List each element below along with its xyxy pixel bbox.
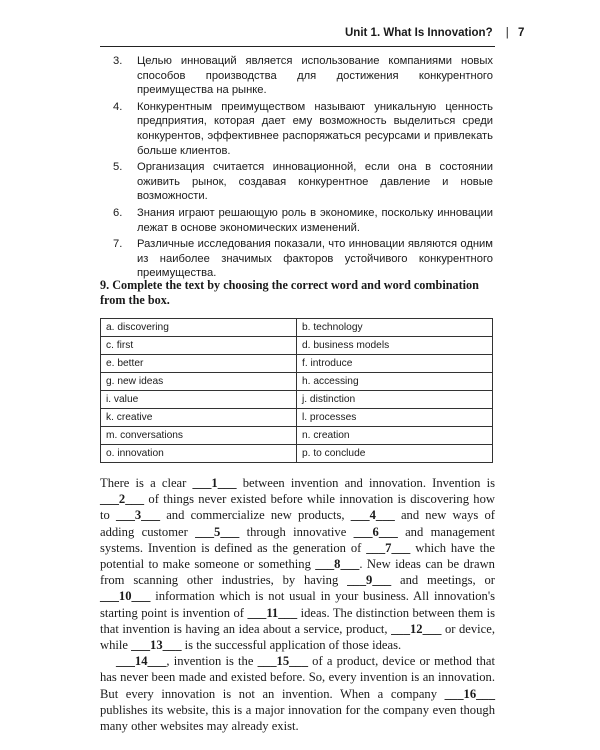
- word-box-cell: b. technology: [297, 319, 493, 337]
- list-item: [103, 160, 493, 204]
- text-segment: or device, while: [100, 621, 495, 653]
- list-item-text: Целью инноваций является использование компаниями новых способов производства для достижения конкурентного преимущества на рынке.: [137, 55, 493, 97]
- list-item: [103, 206, 493, 235]
- header-separator: |: [505, 27, 509, 39]
- numbered-list: [103, 54, 493, 283]
- gap-13: ___13___: [131, 638, 182, 653]
- word-box-cell: o. innovation: [101, 445, 297, 463]
- word-box-cell: m. conversations: [101, 427, 297, 445]
- list-item-number: 5.: [113, 161, 123, 174]
- running-header: [345, 27, 525, 39]
- gap-2: ___2___: [100, 492, 145, 507]
- gap-12: ___12___: [391, 621, 442, 636]
- word-box-row: [101, 427, 493, 445]
- gap-10: ___10___: [100, 589, 151, 604]
- gap-15: ___15___: [257, 654, 308, 669]
- gap-11: ___11___: [247, 605, 298, 620]
- word-box-cell: i. value: [101, 391, 297, 409]
- word-box-cell: a. discovering: [101, 319, 297, 337]
- list-item-text: Различные исследования показали, что инновации являются одним из наиболее значимых факторов устойчивого конкурентного преимущества.: [137, 238, 493, 280]
- header-rule: [100, 46, 495, 47]
- word-box-cell: f. introduce: [297, 355, 493, 373]
- gap-6: ___6___: [353, 524, 398, 539]
- text-segment: information which is not usual in your business. All innovation's starting point is invention of: [100, 589, 495, 620]
- text-segment: between invention and innovation. Invention is: [236, 476, 495, 490]
- word-box-cell: j. distinction: [297, 391, 493, 409]
- text-segment: of a product, device or method that has never been made and existed before. So, every invention is an innovation. But every innovation is not an invention. When a company: [100, 654, 495, 701]
- text-segment: . New ideas can be drawn from scanning other industries, by having: [100, 557, 495, 588]
- word-box: [100, 318, 493, 463]
- list-item-number: 6.: [113, 206, 123, 219]
- text-segment: publishes its website, this is a major innovation for the company even though many other websites may already exist.: [100, 702, 495, 734]
- gap-8: ___8___: [315, 557, 360, 572]
- gap-fill-text: [100, 475, 495, 734]
- text-segment: of things never existed before while innovation is discovering how to: [100, 492, 495, 523]
- text-segment: through innovative: [239, 524, 354, 539]
- gap-4: ___4___: [350, 508, 395, 523]
- gap-7: ___7___: [366, 540, 411, 555]
- list-item-number: 3.: [113, 55, 123, 67]
- list-item-number: 4.: [113, 100, 123, 113]
- word-box-row: [101, 445, 493, 463]
- gap-fill-paragraph-2: [100, 653, 495, 734]
- word-box-cell: g. new ideas: [101, 373, 297, 391]
- text-segment: and commercialize new products,: [160, 508, 351, 523]
- word-box-row: [101, 409, 493, 427]
- word-box-cell: n. creation: [297, 427, 493, 445]
- text-segment: , invention is the: [166, 654, 258, 669]
- word-box-row: [101, 355, 493, 373]
- unit-title: What Is Innovation?: [383, 27, 493, 39]
- text-segment: is the successful application of those ideas.: [181, 638, 402, 653]
- list-item-text: Знания играют решающую роль в экономике, поскольку инновации лежат в основе экономических изменений.: [137, 206, 493, 234]
- list-item-text: Конкурентным преимуществом называют уникальную ценность предприятия, которая дает ему возможность выделиться среди конкурентов, эффективнее распоряжаться ресурсами и привлекать больше клиентов.: [137, 100, 493, 157]
- word-box-cell: d. business models: [297, 337, 493, 355]
- unit-label: Unit 1.: [345, 27, 381, 39]
- word-box-cell: h. accessing: [297, 373, 493, 391]
- word-box-cell: c. first: [101, 337, 297, 355]
- word-box-row: [101, 337, 493, 355]
- gap-5: ___5___: [195, 524, 240, 539]
- text-segment: which have the potential to make someone or something: [100, 540, 495, 572]
- text-segment: and new ways of adding customer: [100, 508, 495, 539]
- gap-3: ___3___: [115, 508, 161, 523]
- list-item: [103, 54, 493, 98]
- word-box-row: [101, 373, 493, 391]
- gap-14: ___14___: [116, 654, 167, 669]
- list-item: [103, 100, 493, 158]
- gap-9: ___9___: [347, 573, 392, 588]
- list-item-number: 7.: [113, 238, 123, 251]
- word-box-cell: k. creative: [101, 409, 297, 427]
- word-box-row: [101, 391, 493, 409]
- word-box-cell: e. better: [101, 355, 297, 373]
- text-segment: There is a clear: [100, 476, 193, 490]
- text-segment: and meetings, or: [391, 573, 495, 588]
- page-number: 7: [518, 27, 525, 39]
- exercise-instruction: 9. Complete the text by choosing the correct word and word combination from the box.: [100, 278, 479, 307]
- text-segment: ideas. The distinction between them is that invention is having an idea about a service, product,: [100, 605, 495, 636]
- word-box-cell: l. processes: [297, 409, 493, 427]
- word-box-cell: p. to conclude: [297, 445, 493, 463]
- gap-16: ___16___: [444, 686, 495, 701]
- gap-fill-paragraph-1: [100, 475, 495, 653]
- text-segment: and management systems. Invention is defined as the generation of: [100, 524, 495, 555]
- list-item-text: Организация считается инновационной, если она в состоянии оживить рынок, создавая конкурентное давление и новые возможности.: [137, 161, 493, 203]
- gap-1: ___1___: [192, 476, 237, 490]
- word-box-row: [101, 319, 493, 337]
- list-item: [103, 237, 493, 281]
